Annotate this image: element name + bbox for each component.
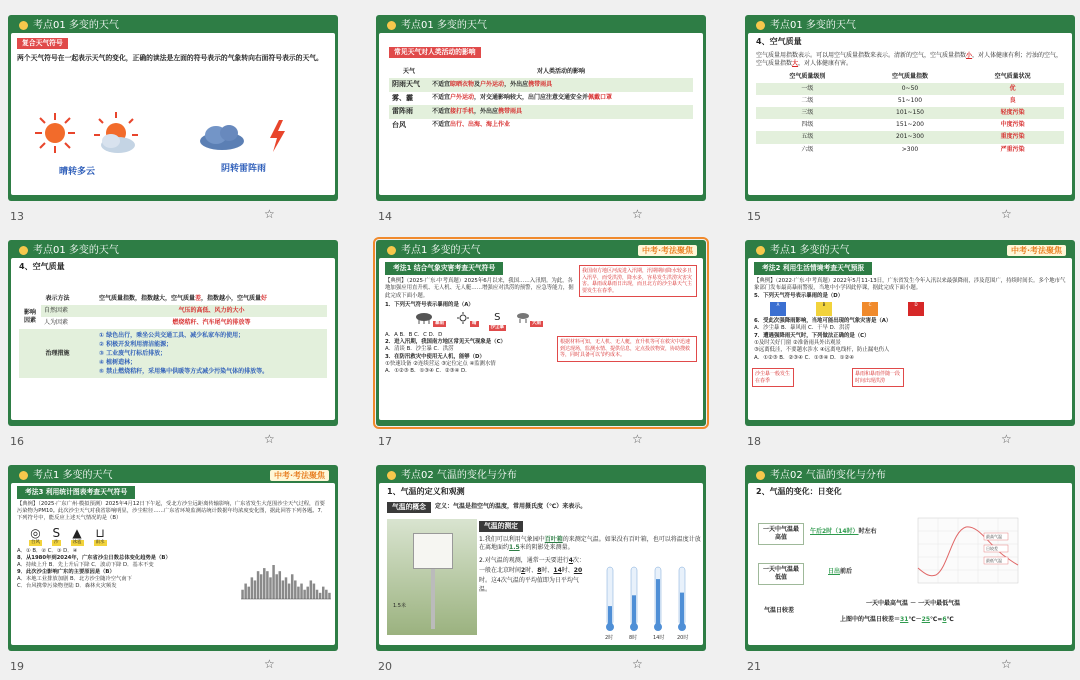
slide-body [748, 33, 1072, 195]
measure-tab: 气温的测定 [479, 521, 523, 532]
chart-bar [297, 587, 300, 599]
chart-bar [322, 587, 325, 599]
table-header: 天气 [402, 68, 415, 76]
chart-bar [285, 577, 288, 599]
chart-bar [260, 574, 263, 599]
options-text: ③远离低洼，不要趟水涉水 ④远离电线杆，防止漏电伤人 [754, 347, 890, 354]
chart-bar [306, 587, 309, 599]
slide-body [379, 33, 703, 195]
slide-thumbnail-17[interactable] [376, 240, 706, 426]
sunny-icon [456, 312, 470, 324]
thermometer-bulb [630, 623, 638, 631]
section-pill: 复合天气符号 [17, 38, 68, 49]
slide-body [748, 258, 1072, 420]
star-icon[interactable]: ☆ [264, 657, 275, 671]
thermometer-bulb [654, 623, 662, 631]
explanation-note: 暴雨和暴雨伴随一段时间出现洪涝 [852, 368, 904, 387]
thermometer-level [656, 579, 660, 625]
question-text: 8．从1980年到2024年，广东省沙尘日数总体变化趋势是（B） [17, 554, 171, 561]
chart-bar [313, 584, 316, 599]
table-row: 三级 101~150 轻度污染 [756, 107, 1064, 119]
slide-title: 考点1 多变的天气 [33, 470, 113, 481]
svg-text:最低气温: 最低气温 [986, 558, 1002, 563]
rainstorm-icon [415, 312, 433, 324]
sand-icon: S [52, 525, 61, 540]
slide-title: 考点01 多变的天气 [401, 20, 487, 31]
lead-text: 【典例】（2025·广东·中考真题）2025年6月以来，我国……入汛期。为此，各地加强应用直升机、无人机、无人艇……增强应对洪涝的预警，应急等能力，据此完成下面小题。 [385, 278, 574, 299]
typhoon-icon: ◎ [30, 525, 41, 540]
max-temp-label: 一天中气温最高值 [758, 523, 804, 545]
chart-bar [275, 574, 278, 599]
slide-body [379, 483, 703, 645]
chart-bar [272, 565, 275, 599]
slide-body [11, 33, 335, 195]
warning-sign-blue: A [770, 302, 786, 316]
table-row: 阴雨天气 不适宜晾晒衣物及户外运动，外出应携带雨具 [389, 78, 693, 91]
chart-bar [316, 590, 319, 599]
min-temp-time: 日出前后 [828, 568, 853, 575]
thermometer-bulb [606, 623, 614, 631]
thermometer-label: 8时 [629, 635, 638, 641]
thermometers-chart [597, 563, 697, 643]
table-row: 四级 151~200 中度污染 [801, 121, 1025, 129]
chart-bar [269, 577, 272, 599]
slide-number: 15 [747, 210, 761, 223]
heavy-rain-icon [516, 312, 530, 324]
bullet-dot [19, 471, 28, 480]
thermometer-level [680, 593, 684, 625]
slide-number: 18 [747, 435, 761, 448]
star-icon[interactable]: ☆ [264, 432, 275, 446]
chart-bar [294, 580, 297, 599]
warning-sign-red: D [908, 302, 924, 316]
slide-thumbnail-13[interactable] [8, 15, 338, 201]
question-text: 2．进入汛期，我国南方地区常见天气现象是（C） [385, 338, 506, 345]
bullet-dot [756, 471, 765, 480]
table-row: 表示方法 空气质量指数，指数越大，空气质量差，指数越小，空气质量好 [45, 294, 268, 302]
question-text: 1．下列天气符号表示暴雨的是（A） [385, 302, 474, 309]
chart-bar [319, 593, 322, 599]
table-row: 二级 51~100 良 [801, 97, 1016, 105]
thermometer-label: 20时 [677, 635, 689, 641]
method-bar: 考法1 结合气象灾害考查天气符号 [385, 262, 503, 275]
star-icon[interactable]: ☆ [264, 207, 275, 221]
question-text: 9．此次沙尘影响广东的主要原因是（B） [17, 569, 115, 576]
svg-text:日较差: 日较差 [986, 546, 998, 551]
slide-title: 考点01 多变的天气 [770, 20, 856, 31]
slide-title: 考点1 多变的天气 [401, 245, 481, 256]
table-row: 人为因素 燃烧秸秆、汽车尾气的排放等 [44, 318, 251, 326]
slide-title: 考点01 多变的天气 [33, 20, 119, 31]
definition-text: 定义：气温是指空气的温度，常用摄氏度（℃）来表示。 [434, 503, 587, 511]
chart-bar [325, 590, 328, 599]
table-row: 一级 0~50 优 [756, 83, 1064, 95]
question-text: 6．受此次强降雨影响，当地可能出现的气象灾害是（A） [754, 318, 892, 325]
chart-bar [300, 584, 303, 599]
lead-text: 【典例】（2022·广东·中考真题）2022年5月11-13日，广东省发生今年入汛以来最强降雨，涉及范围广，持续时间长。多个地市气象部门发布最高暴雨警报，当地中小学因此停课，据此完成下面小题。 [754, 278, 1066, 292]
bullet-dot [19, 21, 28, 30]
slide-number: 19 [10, 660, 24, 673]
daily-range-label: 气温日较差 [764, 607, 795, 614]
section-heading: 1、气温的定义和观测 [387, 487, 465, 496]
slide-thumbnail-21[interactable] [745, 465, 1075, 651]
chart-bar [244, 584, 247, 599]
options-text: C．台风携带污染物登陆 D．森林火灾频发 [17, 583, 117, 590]
max-temp-time: 午后2时（14时）时左右 [810, 528, 877, 535]
options-text: ①快速设备 ②连续营运 ③定位定点 ④监测水情 [385, 360, 496, 367]
chart-bar [291, 574, 294, 599]
thermometer-level [608, 606, 612, 625]
slide-body [11, 258, 335, 420]
section-heading: 4、空气质量 [19, 262, 65, 271]
bullet-dot [19, 246, 28, 255]
question-text: 3．在防汛救灾中使用无人机，能够（D） [385, 353, 485, 360]
exam-focus-tag: 中考·考法聚焦 [1007, 245, 1066, 256]
sandstorm-icon: S [494, 312, 501, 324]
options-text: A．沙尘暴 B．暴风雨 C．干旱 D．洪涝 [754, 325, 850, 332]
slide-thumbnail-18[interactable] [745, 240, 1075, 426]
star-icon[interactable]: ☆ [1001, 657, 1012, 671]
warning-sign-orange: C [862, 302, 878, 316]
slide-number: 17 [378, 435, 392, 448]
slide-thumbnail-15[interactable] [745, 15, 1075, 201]
weather-symbols-row: ◎ 台风 S 沙 ▲ 冰雹 ⊔ 雨水 [30, 525, 105, 545]
section-heading: 2、气温的变化：日变化 [756, 487, 842, 496]
chart-bar [328, 593, 331, 599]
min-temp-label: 一天中气温最低值 [758, 563, 804, 585]
chart-bar [241, 590, 244, 599]
table-row: 台风 不适宜出行、出海、海上作业 [392, 120, 511, 129]
warning-signs-row [770, 302, 1066, 316]
slide-title: 考点02 气温的变化与分布 [770, 470, 886, 481]
chart-bar [266, 571, 269, 599]
table-row: 治理措施 ① 绿色出行，乘坐公共交通工具、减少私家车的使用； ② 积极开发利用清洁能源； ③ 工业废气打标后排放； ④ 植树造林； ⑤ 禁止燃烧秸秆，采用集中供暖等方式减少污染气体的排放等。 [19, 329, 327, 378]
slide-thumbnail-16[interactable] [8, 240, 338, 426]
chart-bar [248, 587, 251, 599]
options-text: A．①②③ B．①③④ C．②③④ D． [385, 368, 471, 375]
bullet-dot [387, 471, 396, 480]
lightning-icon [267, 119, 287, 153]
table-row: 六级 >300 严重污染 [801, 145, 1025, 153]
options-text: A．持续上升 B．先上升后下降 C．波动下降 D．基本不变 [17, 561, 154, 568]
caption-overcast-to-thunder: 阴转雷阵雨 [221, 164, 267, 174]
section-pill: 常见天气对人类活动的影响 [389, 47, 481, 58]
question-text: 7．遭遇强降雨天气时，下列做法正确的是（C） [754, 332, 870, 339]
options-text: ①及时关好门窗 ②准备雨具外出观景 [754, 339, 841, 346]
sand-days-chart [241, 561, 331, 601]
exam-focus-tag: 中考·考法聚焦 [270, 470, 329, 481]
thermometer-label: 14时 [653, 635, 665, 641]
chart-bar [254, 580, 256, 599]
options-text: A．①②③ B．②③④ C．①③④ D．①②④ [754, 354, 854, 361]
slide-thumbnail-14[interactable] [376, 15, 706, 201]
stevenson-screen-photo: 1.5米 [387, 519, 477, 635]
table-row: 五级 201~300 重度污染 [756, 131, 1064, 143]
slide-thumbnail-19[interactable] [8, 465, 338, 651]
explanation-note: 沙尘暴一般发生在春季 [752, 368, 794, 387]
chart-bar [310, 580, 313, 599]
slide-title: 考点01 多变的天气 [33, 245, 119, 256]
slide-body [748, 483, 1072, 645]
options-text: A．A B．B C．C D．D [385, 331, 443, 338]
weather-symbols-row: 暴雨 晴 S 沙尘暴 大雨 [415, 312, 697, 331]
slide-body [11, 483, 335, 645]
bullet-dot [387, 21, 396, 30]
slide-thumbnail-20[interactable] [376, 465, 706, 651]
star-icon[interactable]: ☆ [632, 657, 643, 671]
section-heading: 4、空气质量 [756, 37, 802, 46]
weather-impact-table [389, 66, 693, 132]
partly-cloudy-icon [91, 111, 141, 157]
slide-title: 考点1 多变的天气 [770, 245, 850, 256]
options-text: A．清谈 B．沙尘暴 C．洪涝 [385, 346, 454, 353]
table-row: 影响因素 自然因素 气压的高低、风力的大小 [19, 305, 327, 317]
hail-icon: ▲ [72, 525, 82, 540]
daily-range-example: 上图中的气温日较差＝31℃－25℃=6℃ [840, 616, 954, 623]
chart-bar [288, 584, 291, 599]
chart-bar [257, 571, 260, 599]
explanation-note: 根据材料可知，无人机、无人艇，直升机等可在救灾中迅速到达现场，监测水情、提供信息，定点投放物资，协助搜救等，同时具备可以节约成本。 [557, 336, 697, 362]
aqi-table: 空气质量级别 空气质量指数 空气质量状况 一级 0~50 优 二级 51~100 良 三级 101~150 轻度污染 四级 151~200 中度污染 五级 201~300 重度污染 六级 >300 严重污染 [756, 71, 1064, 156]
table-header: 对人类活动的影响 [536, 68, 585, 76]
options-text: A．本地工业排放加剧 B．北方沙尘随冷空气南下 [17, 576, 132, 583]
method-bar: 考法2 利用生活情境考查天气预报 [754, 262, 872, 275]
thermometer-level [632, 595, 636, 625]
daily-temp-chart [908, 513, 1028, 593]
options-text: A．① B．② C．③ D．④ [17, 547, 78, 554]
measure-text-2: 2.对气温的观测，通常一天要进行4次：一般在北京时间2时、8时、14时、20时。这4次气温的平均值即为日平均气温。 [479, 557, 585, 594]
star-icon[interactable]: ☆ [1001, 207, 1012, 221]
bullet-dot [756, 21, 765, 30]
star-icon[interactable]: ☆ [632, 207, 643, 221]
slide-number: 21 [747, 660, 761, 673]
daily-range-formula: 一天中最高气温 － 一天中最低气温 [866, 600, 961, 607]
caption-sunny-to-cloudy: 晴转多云 [59, 167, 96, 177]
star-icon[interactable]: ☆ [1001, 432, 1012, 446]
method-bar: 考法3 利用统计图表考查天气符号 [17, 486, 135, 499]
cloudy-icon [197, 121, 247, 151]
slide-title: 考点02 气温的变化与分布 [401, 470, 517, 481]
rain-gauge-icon: ⊔ [95, 525, 105, 540]
concept-tab: 气温的概念 [387, 502, 431, 513]
slide-number: 13 [10, 210, 24, 223]
slide-number: 16 [10, 435, 24, 448]
thermometer-label: 2时 [605, 635, 614, 641]
warning-sign-yellow: B [816, 302, 832, 316]
air-quality-table [19, 293, 327, 378]
exam-focus-tag: 中考·考法聚焦 [638, 245, 697, 256]
bullet-dot [387, 246, 396, 255]
chart-bar [282, 580, 285, 599]
svg-text:最高气温: 最高气温 [986, 534, 1002, 539]
body-text: 两个天气符号在一起表示天气的变化，正确的读法是左面的符号表示的气象转向右面符号表示的天气。 [17, 54, 323, 63]
thermometer-bulb [678, 623, 686, 631]
chart-bar [263, 568, 266, 599]
question-text: 5．下列天气符号表示暴雨的是（D） [754, 292, 844, 299]
slide-number: 14 [378, 210, 392, 223]
intro-text: 空气质量用指数表示。可以用空气质量指数来表示。清新的空气，空气质量指数小，对人体健康有利；污浊的空气，空气质量指数大，对人体健康有害。 [756, 51, 1063, 67]
explanation-note: 我国南方地区河流进入汛期，汛期期间降水较多且入汛早，而受洪涝，降水多，容易发生洪涝灾害灾害。暴雨或暴雨日出现，而且北方的沙尘暴天气主要发生在春季。 [579, 265, 697, 297]
slide-body [379, 258, 703, 420]
chart-bar [303, 590, 306, 599]
chart-bar [251, 577, 254, 599]
measure-text-1: 1.我们可以利用气象园中百叶箱的来测定气温。如果没有百叶箱，也可以将温度计放在离地面约1.5米的阴影处来测量。 [479, 536, 701, 552]
table-row: 雾、霾 不适宜户外运动，对交通影响较大，出门应注意交通安全并佩戴口罩 [392, 93, 613, 102]
chart-bar [279, 571, 282, 599]
star-icon[interactable]: ☆ [632, 432, 643, 446]
slide-number: 20 [378, 660, 392, 673]
sun-icon [33, 111, 77, 155]
lead-text: 【典例】（2025·广东广州·模拟预测）2025年4月12日下午起，受北方沙尘远距离传输影响，广东省发生大范围沙尘天气过程，首要污染物为PM10。此次沙尘天气对我省影响明显，沙尘粒径……广东省环境监测站统计数据年均浓度变化图，据此回答下列各题。7．下列符号中，能反应上述天气情况的是（B） [17, 501, 327, 522]
bullet-dot [756, 246, 765, 255]
table-row: 雷阵雨 不适宜接打手机，外出应携带雨具 [389, 105, 693, 118]
